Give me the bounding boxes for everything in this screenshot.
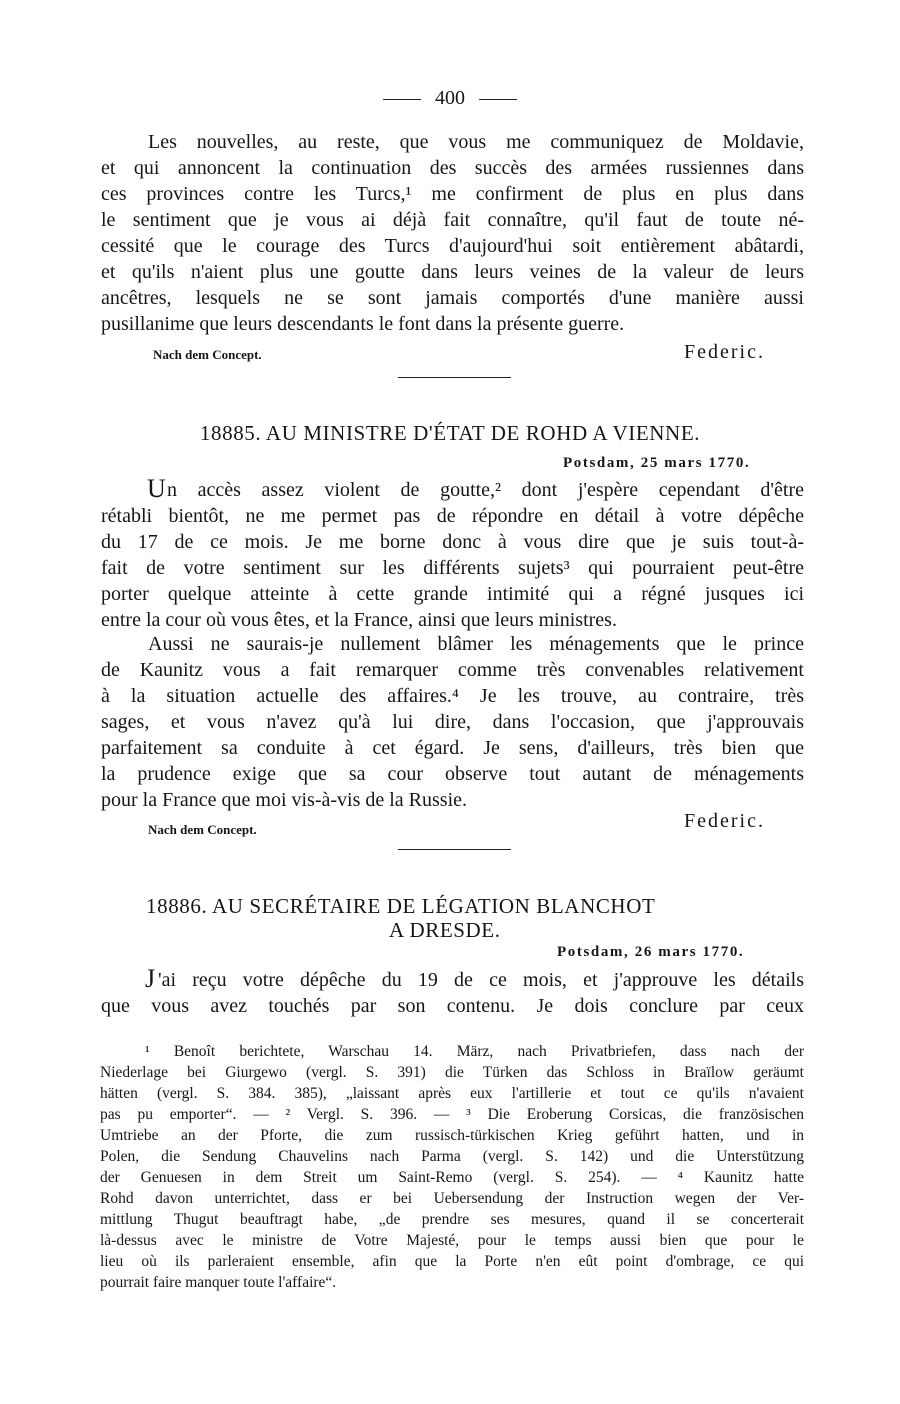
text-line: et qui annoncent la continuation des succès des armées russiennes dans <box>101 157 804 179</box>
text-line: pusillanime que leurs descendants le font dans la présente guerre. <box>101 313 625 335</box>
text-line: que vous avez touchés par son contenu. Je dois conclure par ceux <box>101 995 804 1017</box>
letter-heading-line1: 18886. AU SECRÉTAIRE DE LÉGATION BLANCHOT <box>146 894 656 918</box>
signature: Federic. <box>684 810 765 832</box>
text-line: sages, et vous n'avez qu'à lui dire, dans l'occasion, que j'approuvais <box>101 711 804 733</box>
section-divider <box>398 377 511 378</box>
page-number <box>0 87 900 110</box>
page-number-left-dash <box>383 99 421 100</box>
text-line: du 17 de ce mois. Je me borne donc à vous dire que je suis tout-à- <box>101 531 804 553</box>
text-line: parfaitement sa conduite à cet égard. Je sens, d'ailleurs, très bien que <box>101 737 804 759</box>
text-line: entre la cour où vous êtes, et la France, ainsi que leurs ministres. <box>101 609 617 631</box>
text-line: n accès assez violent de goutte,² dont j'espère cependant d'être <box>167 479 804 501</box>
source-note: Nach dem Concept. <box>153 347 262 362</box>
text-line: cessité que le courage des Turcs d'aujourd'hui soit entièrement abâtardi, <box>101 235 804 257</box>
text-line: et qu'ils n'aient plus une goutte dans leurs veines de la valeur de leurs <box>101 261 804 283</box>
text-line: le sentiment que je vous ai déjà fait connaître, qu'il faut de toute né- <box>101 209 804 231</box>
text-line: Les nouvelles, au reste, que vous me communiquez de Moldavie, <box>148 131 804 153</box>
footnote-line: lieu où ils parleraient ensemble, afin que la Porte n'en eût point d'ombrage, ce qui <box>100 1253 804 1270</box>
text-line: 'ai reçu votre dépêche du 19 de ce mois, et j'approuve les détails <box>158 969 804 991</box>
initial-letter: U <box>147 474 166 503</box>
text-line: fait de votre sentiment sur les différents sujets³ qui pourraient peut-être <box>101 557 804 579</box>
text-line: Aussi ne saurais-je nullement blâmer les ménagements que le prince <box>148 633 804 655</box>
text-line: rétabli bientôt, ne me permet pas de répondre en détail à votre dépêche <box>101 505 804 527</box>
text-line: à la situation actuelle des affaires.⁴ Je les trouve, au contraire, très <box>101 685 804 707</box>
text-line: de Kaunitz vous a fait remarquer comme très convenables relativement <box>101 659 804 681</box>
footnote-line: pourrait faire manquer toute l'affaire“. <box>100 1274 337 1291</box>
section-divider <box>398 849 511 850</box>
text-line: porter quelque atteinte à cette grande intimité qui a régné jusques ici <box>101 583 804 605</box>
page-number-text: 400 <box>435 87 465 109</box>
text-line: ancêtres, lesquels ne se sont jamais comportés d'une manière aussi <box>101 287 804 309</box>
footnote-line: hätten (vergl. S. 384. 385), „laissant après eux l'artillerie et tout ce qu'ils n'avaient <box>100 1085 804 1102</box>
dateline: Potsdam, 26 mars 1770. <box>557 944 745 960</box>
signature: Federic. <box>684 341 765 363</box>
page-number-right-dash <box>479 99 517 100</box>
text-line: pour la France que moi vis-à-vis de la Russie. <box>101 789 468 811</box>
initial-letter: J <box>145 964 156 993</box>
footnote-line: der Genuesen in dem Streit um Saint-Remo (vergl. S. 254). — ⁴ Kaunitz hatte <box>100 1169 804 1186</box>
footnote-line: Umtriebe an der Pforte, die zum russisch-türkischen Krieg geführt hatten, und in <box>100 1127 804 1144</box>
letter-heading-line2: A DRESDE. <box>389 918 501 942</box>
footnote-line: ¹ Benoît berichtete, Warschau 14. März, nach Privatbriefen, dass nach der <box>145 1043 804 1060</box>
text-line: ces provinces contre les Turcs,¹ me confirment de plus en plus dans <box>101 183 804 205</box>
footnote-line: Polen, die Sendung Chauvelins nach Parma (vergl. S. 142) und die Unterstützung <box>100 1148 804 1165</box>
letter-heading: 18885. AU MINISTRE D'ÉTAT DE ROHD A VIENNE. <box>199 421 701 445</box>
footnote-line: Rohd davon unterrichtet, dass er bei Uebersendung der Instruction wegen der Ver- <box>100 1190 804 1207</box>
text-line: la prudence exige que sa cour observe tout autant de ménagements <box>101 763 804 785</box>
footnote-line: là-dessus avec le ministre de Votre Majesté, pour le temps aussi bien que pour le <box>100 1232 804 1249</box>
footnote-line: mittlung Thugut beauftragt habe, „de prendre ses mesures, quand il se concerterait <box>100 1211 804 1228</box>
footnote-line: Niederlage bei Giurgewo (vergl. S. 391) die Türken das Schloss in Braïlow geräumt <box>100 1064 804 1081</box>
footnote-line: pas pu emporter“. — ² Vergl. S. 396. — ³ Die Eroberung Corsicas, die französischen <box>100 1106 804 1123</box>
source-note: Nach dem Concept. <box>148 822 257 837</box>
dateline: Potsdam, 25 mars 1770. <box>563 455 751 471</box>
